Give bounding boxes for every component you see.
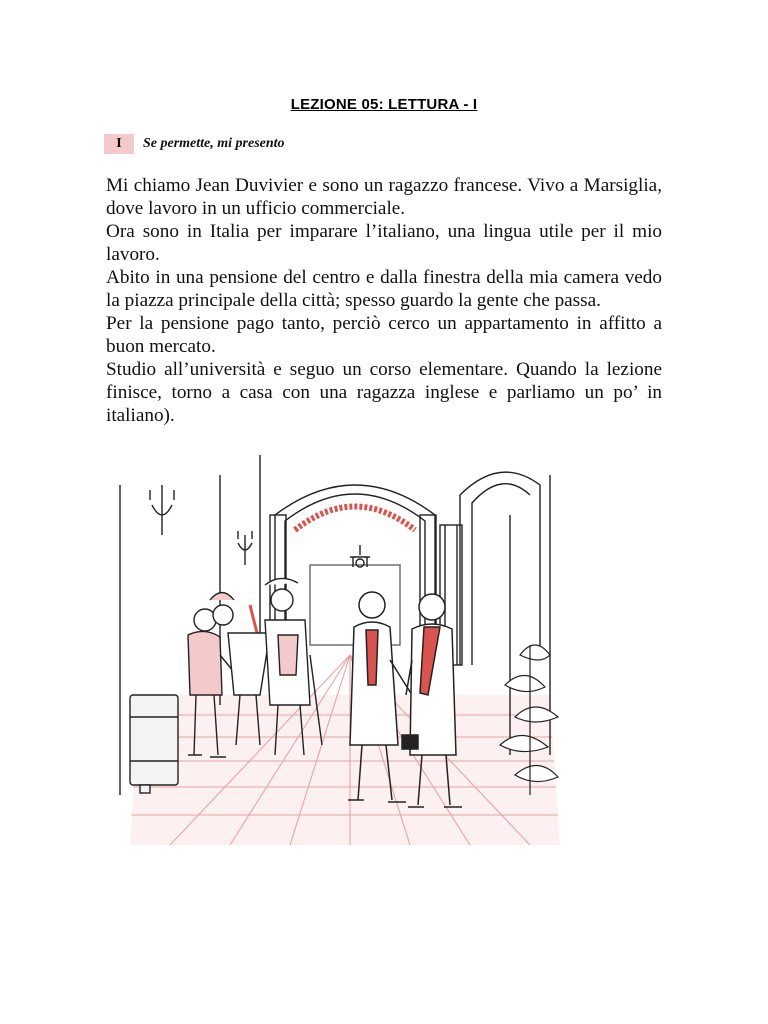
section-header	[104, 133, 285, 155]
reading-paragraph: Abito in una pensione del centro e dalla finestra della mia camera vedo la piazza principale della città; spesso guardo la gente che passa.	[106, 267, 662, 311]
wall-sconce	[150, 485, 252, 565]
reading-paragraph: Per la pensione pago tanto, perciò cerco un appartamento in affitto a buon mercato.	[106, 313, 662, 357]
reading-text	[106, 174, 662, 427]
reading-paragraph: Ora sono in Italia per imparare l’italiano, una lingua utile per il mio lavoro.	[106, 221, 662, 265]
lesson-title: LEZIONE 05: LETTURA - I	[290, 96, 478, 113]
reading-paragraph: Studio all’università e seguo un corso elementare. Quando la lezione finisce, torno a casa con una ragazza inglese e parliamo un po’ in italiano).	[106, 359, 662, 426]
illustration-drawing	[110, 455, 560, 845]
reading-paragraph: Mi chiamo Jean Duvivier e sono un ragazzo francese. Vivo a Marsiglia, dove lavoro in un ufficio commerciale.	[106, 175, 662, 219]
hotel-lobby-illustration	[110, 455, 560, 845]
section-subtitle: Se permette, mi presento	[143, 136, 285, 151]
luggage-trunk	[130, 695, 178, 793]
section-number-badge: I	[104, 134, 134, 154]
